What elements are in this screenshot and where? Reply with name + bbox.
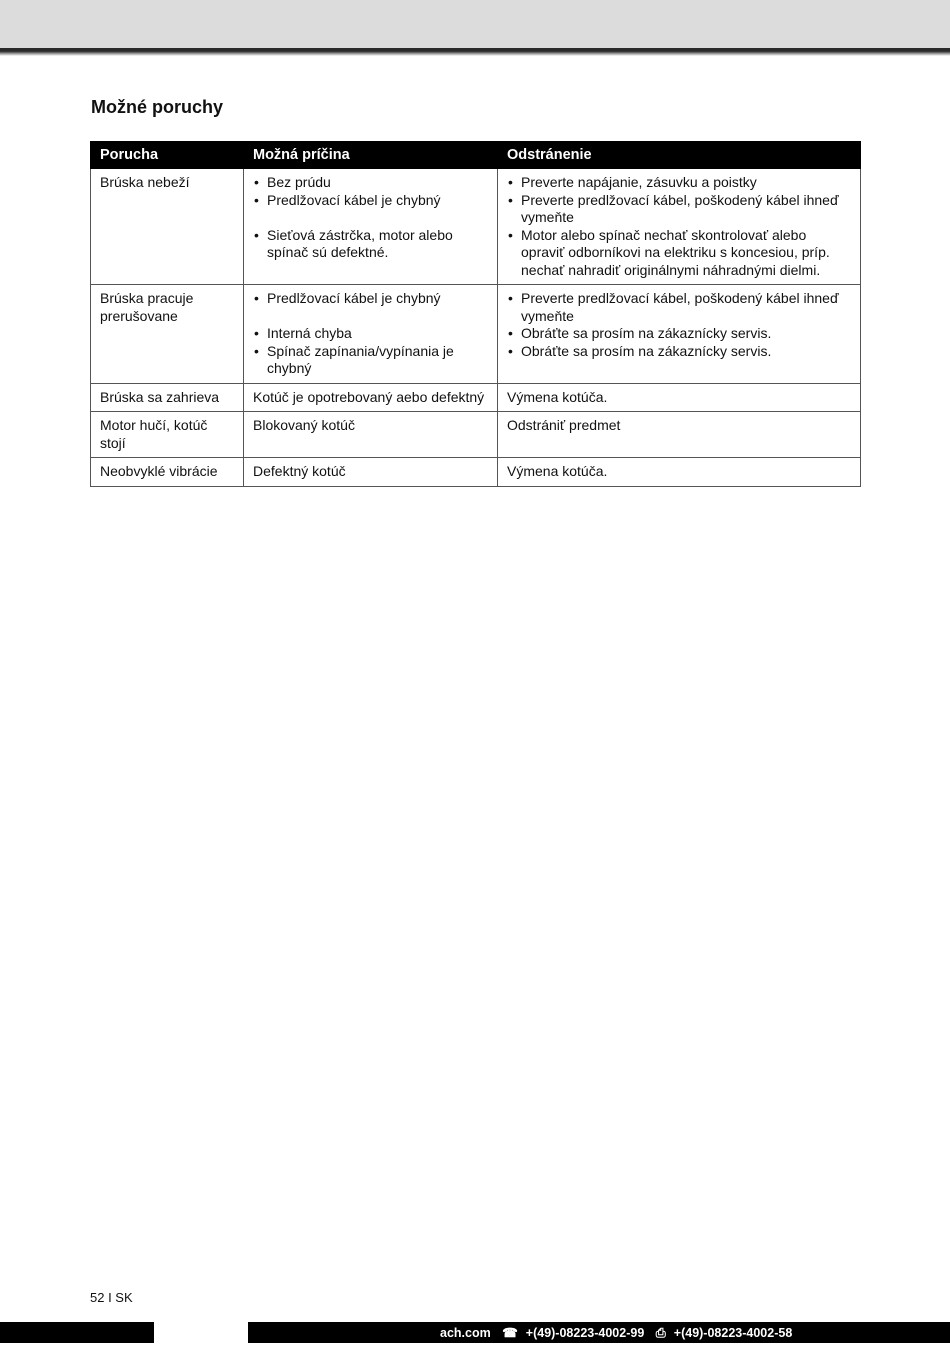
cause-cell: Kotúč je opotrebovaný aebo defektný — [244, 383, 498, 412]
footer-contact — [440, 1325, 800, 1341]
table-row — [91, 412, 861, 458]
table-row — [91, 169, 861, 285]
cause-item: • Bez prúdu — [253, 174, 488, 192]
table-row — [91, 458, 861, 487]
fault-cell: Motor hučí, kotúč stojí — [91, 412, 244, 458]
remedy-item: • Obráťte sa prosím na zákaznícky servis. — [507, 343, 851, 361]
header-cause: Možná príčina — [244, 142, 498, 169]
phone-icon: ☎ — [502, 1326, 518, 1340]
table-header-row — [91, 142, 861, 169]
remedy-cell: Odstrániť predmet — [498, 412, 861, 458]
fault-cell: Brúska nebeží — [91, 169, 244, 285]
remedy-item: • Preverte napájanie, zásuvku a poistky — [507, 174, 851, 192]
cause-cell: Defektný kotúč — [244, 458, 498, 487]
fault-cell: Brúska pracuje prerušovane — [91, 285, 244, 384]
footer-phone: +(49)-08223-4002-99 — [525, 1326, 645, 1340]
fax-icon: ⎙ — [655, 1326, 666, 1340]
footer-web[interactable]: ach.com — [440, 1326, 491, 1340]
cause-item: • Predlžovací kábel je chybný — [253, 192, 488, 210]
cause-cell: Blokovaný kotúč — [244, 412, 498, 458]
remedy-cell: Výmena kotúča. — [498, 458, 861, 487]
cause-cell — [244, 169, 498, 285]
fault-cell: Neobvyklé vibrácie — [91, 458, 244, 487]
cause-item: • Spínač zapínania/vypínania je chybný — [253, 343, 488, 378]
remedy-cell — [498, 285, 861, 384]
cause-item: • Interná chyba — [253, 325, 488, 343]
footer-white-block — [154, 1322, 248, 1343]
remedy-cell — [498, 169, 861, 285]
table-row — [91, 383, 861, 412]
remedy-item: • Motor alebo spínač nechať skontrolovať alebo opraviť odborníkovi na elektriku s koncesiou, príp. nechať nahradiť originálnymi náhradnými dielmi. — [507, 227, 851, 280]
fault-table — [90, 141, 861, 487]
header-remedy: Odstránenie — [498, 142, 861, 169]
cause-item: • Sieťová zástrčka, motor alebo spínač sú defektné. — [253, 227, 488, 262]
remedy-item: • Preverte predlžovací kábel, poškodený kábel ihneď vymeňte — [507, 192, 851, 227]
remedy-cell: Výmena kotúča. — [498, 383, 861, 412]
remedy-item: • Obráťte sa prosím na zákaznícky servis. — [507, 325, 851, 343]
header-fault: Porucha — [91, 142, 244, 169]
cause-cell — [244, 285, 498, 384]
page-title: Možné poruchy — [91, 97, 224, 117]
remedy-item: • Preverte predlžovací kábel, poškodený kábel ihneď vymeňte — [507, 290, 851, 325]
header-shadow — [0, 48, 950, 56]
cause-item: • Predlžovací kábel je chybný — [253, 290, 488, 308]
table-row — [91, 285, 861, 384]
header-band — [0, 0, 950, 48]
page-number: 52 I SK — [90, 1290, 133, 1305]
fault-cell: Brúska sa zahrieva — [91, 383, 244, 412]
footer-fax: +(49)-08223-4002-58 — [673, 1326, 793, 1340]
